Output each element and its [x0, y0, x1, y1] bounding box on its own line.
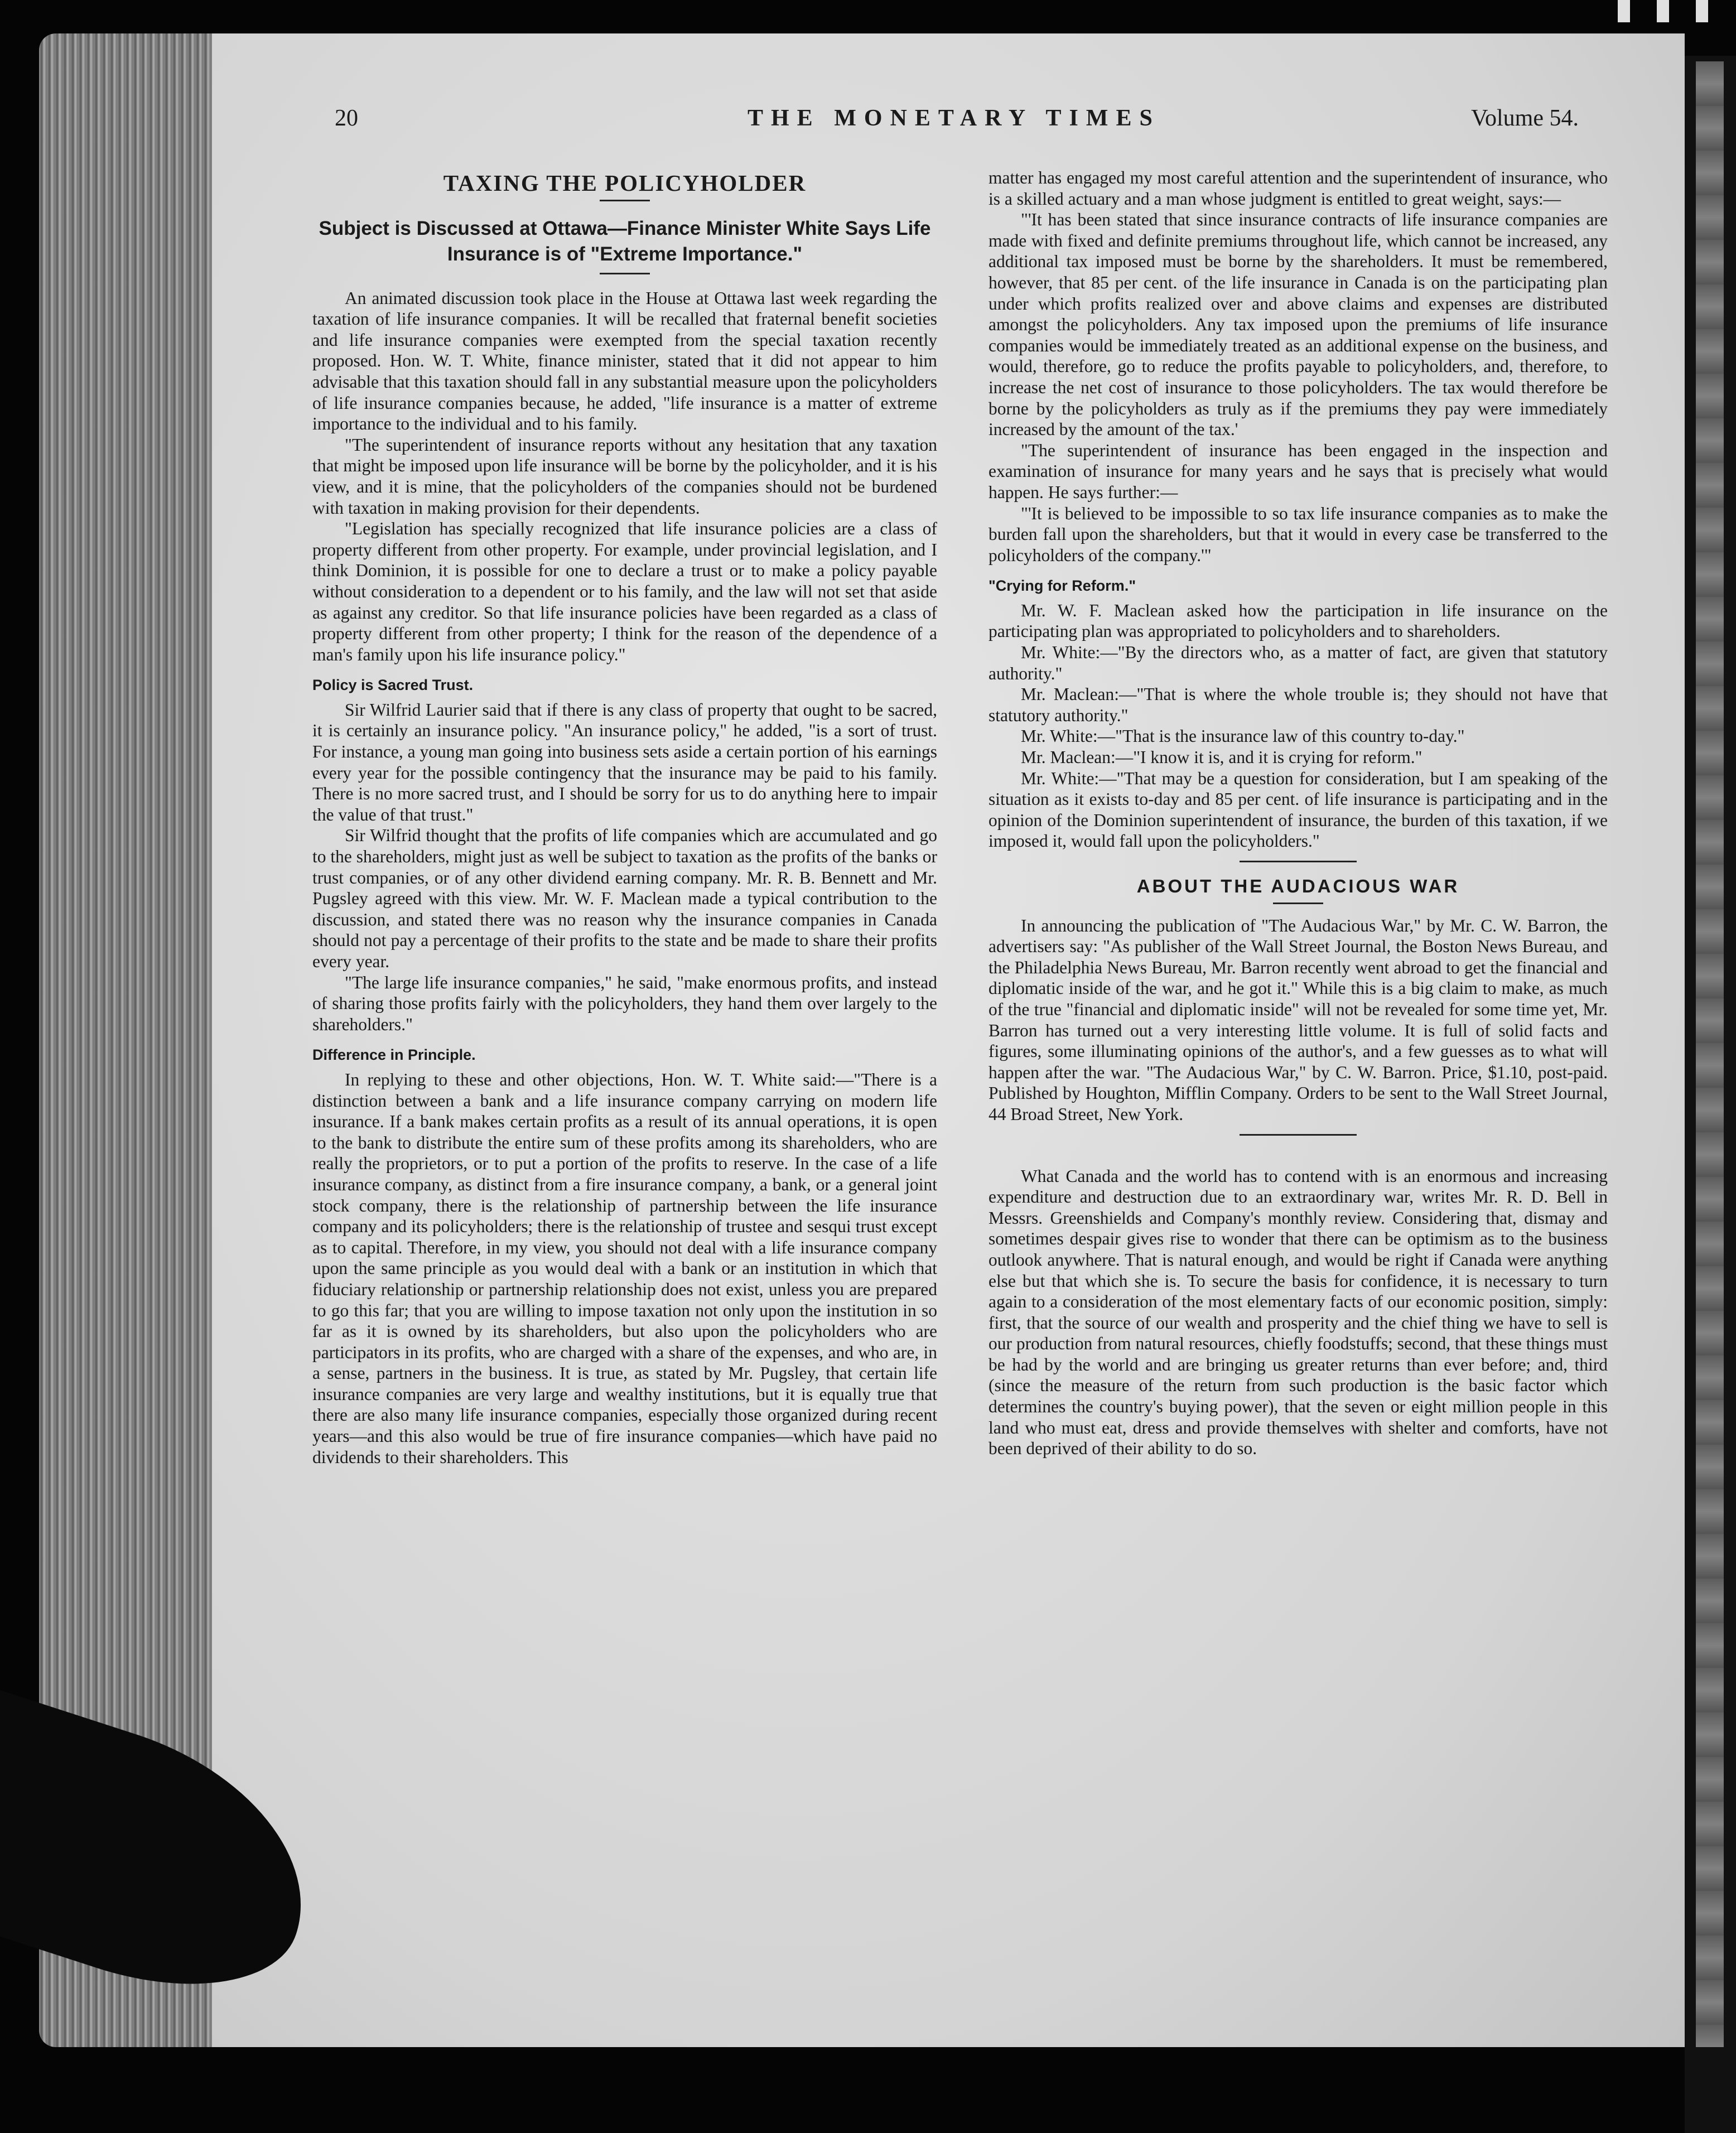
page-number: 20 — [335, 105, 358, 131]
body-paragraph: An animated discussion took place in the House at Ottawa last week regarding the taxation of life insurance companies. It will be recalled that fraternal benefit societies and life insurance companies were exempted from the special taxation recently proposed. Hon. W. T. White, finance minister, stated that it did not appear to him advisable that this taxation should fall in any substantial measure upon the policyholders of life insurance companies because, he added, "life insurance is a matter of extreme importance to the individual and to his family. — [312, 288, 937, 434]
section-heading: Difference in Principle. — [312, 1046, 476, 1064]
body-paragraph: Mr. Maclean:—"That is where the whole trouble is; they should not have that statutory authority." — [988, 684, 1608, 725]
body-paragraph: "The superintendent of insurance reports without any hesitation that any taxation that might be imposed upon life insurance will be borne by the policyholder, and it is his view, and it is mine, that the policyholders of the companies should not be burdened with taxation in making provision for their dependents. — [312, 435, 937, 518]
right-page-edge — [1696, 61, 1724, 2047]
article-title: TAXING THE POLICYHOLDER — [443, 170, 807, 196]
left-column — [312, 167, 937, 1468]
article2-title: ABOUT THE AUDACIOUS WAR — [1136, 876, 1460, 896]
article-separator — [1240, 861, 1357, 862]
body-paragraph: In replying to these and other objections, Hon. W. T. White said:—"There is a distinction between a bank and a life insurance company carrying on modern life insurance. If a bank makes certain profits as a result of its annual operations, it is open to the bank to distribute the entire sum of these profits among its shareholders, who are really the proprietors, or to put a portion of the profits to reserve. In the case of a life insurance company, as distinct from a fire insurance company, a bank, or a general joint stock company, there is the relationship of partnership between the life insurance company and its policyholders; there is the relationship of trustee and sesqui trust except as to capital. Therefore, in my view, you should not deal with a life insurance company upon the same principle as you would deal with a bank or an institution in which that fiduciary relationship or partnership relationship does not exist, unless you are prepared to go this far; that you are willing to impose taxation not only upon the institution in so far as it is owned by its shareholders, but also upon the policyholders who are participators in its profits, who are charged with a share of the expenses, and who are, in a sense, partners in the business. It is true, as stated by Mr. Pugsley, that certain life insurance companies are very large and wealthy institutions, but it is equally true that there are also many life insurance companies, especially those organized during recent years—and this also would be true of fire insurance companies—which have paid no dividends to their shareholders. This — [312, 1069, 937, 1467]
title-rule — [600, 200, 650, 201]
body-paragraph: Sir Wilfrid Laurier said that if there is any class of property that ought to be sacred, it is certainly an insurance policy. "An insurance policy," he added, "is a sort of trust. For instance, a young man going into business sets aside a certain portion of his earnings every year for the possible contingency that the insurance may be paid to his family. There is no more sacred trust, and I should be sorry for us to do anything here to impair the value of that trust." — [312, 699, 937, 824]
section-heading: "Crying for Reform." — [988, 577, 1136, 595]
volume-label: Volume 54. — [1471, 105, 1579, 131]
body-paragraph: matter has engaged my most careful attention and the superintendent of insurance, who is a skilled actuary and a man whose judgment is entitled to great weight, says:— — [988, 168, 1608, 209]
body-paragraph: "'It has been stated that since insurance contracts of life insurance companies are made with fixed and definite premiums throughout life, which cannot be increased, any additional tax imposed must be borne by the shareholders. It must be remembered, however, that 85 per cent. of the life insurance in Canada is on the participating plan under which profits realized over and above claims and expenses are distributed amongst the policyholders. Any tax imposed upon the premiums of life insurance companies would be immediately treated as an additional expense on the business, and would, therefore, go to reduce the profits payable to policyholders, and, therefore, to increase the net cost of insurance to those policyholders. The tax would therefore be borne by the policyholders as truly as if the premiums they pay were immediately increased by the amount of the tax.' — [988, 210, 1608, 440]
body-paragraph: Mr. White:—"That is the insurance law of this country to-day." — [1021, 726, 1465, 746]
body-paragraph: "The superintendent of insurance has been engaged in the inspection and examination of insurance for many years and he says that is precisely what would happen. He says further:— — [988, 440, 1608, 502]
title-rule — [1273, 903, 1323, 904]
body-paragraph: In announcing the publication of "The Audacious War," by Mr. C. W. Barron, the advertisers say: "As publisher of the Wall Street Journal, the Boston News Bureau, and the Philadelphia News Bureau, Mr. Barron recently went abroad to get the financial and diplomatic inside of the war, and he got it." While this is a big claim to make, as much of the true "financial and diplomatic inside" will not be revealed for some time yet, Mr. Barron has turned out a very interesting little volume. It is full of solid facts and figures, some illuminating opinions of the author's, and a few guesses as to what will happen after the war. "The Audacious War," by C. W. Barron. Price, $1.10, post-paid. Published by Houghton, Mifflin Company. Orders to be sent to the Wall Street Journal, 44 Broad Street, New York. — [988, 915, 1608, 1124]
body-paragraph: What Canada and the world has to contend with is an enormous and increasing expenditure and destruction due to an extraordinary war, writes Mr. R. D. Bell in Messrs. Greenshields and Company's monthly review. Considering that, dismay and sometimes despair gives rise to wonder that there can be optimism as to the business outlook anywhere. That is natural enough, and would be right if Canada were anything else but that which she is. To secure the basis for confidence, it is necessary to turn again to a consideration of the most elementary facts of our economic position, simply: first, that the source of our wealth and prosperity and the chief thing we have to sell is our production from natural resources, chiefly foodstuffs; second, that these things must be had by the world and are bringing us greater returns than ever before; and, third (since the measure of the return from such production is the basic factor which determines the country's buying power), that the seven or eight million people in this land who must eat, dress and provide themselves with shelter and comforts, have not been deprived of their ability to do so. — [988, 1166, 1608, 1459]
body-paragraph: Mr. W. F. Maclean asked how the participation in life insurance on the participating plan was appropriated to policyholders and to shareholders. — [988, 600, 1608, 641]
body-paragraph: "Legislation has specially recognized that life insurance policies are a class of property different from other property. For example, under provincial legislation, and I think Dominion, it is possible for one to declare a trust or to make a policy payable without consideration to a dependent or to his family, and the law will not set that aside as against any creditor. So that life insurance policies have been regarded as a class of property different from other property; I think for the reason of the dependence of a man's family upon his life insurance policy." — [312, 519, 937, 664]
article-separator — [1240, 1134, 1357, 1136]
page-header — [335, 105, 1579, 138]
body-paragraph: "'It is believed to be impossible to so tax life insurance companies as to make the burden fall upon the shareholders, but that it would in every case be transferred to the policyholders of the company.'" — [988, 503, 1608, 565]
body-paragraph: "The large life insurance companies," he said, "make enormous profits, and instead of sharing those profits fairly with the policyholders, they hand them over largely to the shareholders." — [312, 972, 937, 1034]
section-heading: Policy is Sacred Trust. — [312, 677, 474, 694]
publication-title: THE MONETARY TIMES — [748, 105, 1160, 131]
body-paragraph: Sir Wilfrid thought that the profits of life companies which are accumulated and go to the shareholders, might just as well be subject to taxation as the profits of the banks or trust companies, or of any other dividend earning company. Mr. R. B. Bennett and Mr. Pugsley agreed with this view. Mr. W. F. Maclean made a typical contribution to the discussion, and stated there was no reason why the insurance companies in Canada should not pay a percentage of their profits to the state and be made to share their profits every year. — [312, 826, 937, 971]
scan-registration-marks — [1607, 0, 1718, 22]
body-paragraph: Mr. Maclean:—"I know it is, and it is crying for reform." — [1021, 747, 1422, 768]
subtitle-rule — [600, 273, 650, 274]
right-column — [988, 167, 1608, 1459]
body-paragraph: Mr. White:—"By the directors who, as a matter of fact, are given that statutory authority." — [988, 643, 1608, 683]
body-paragraph: Mr. White:—"That may be a question for consideration, but I am speaking of the situation as it exists to-day and 85 per cent. of life insurance is participating and in the opinion of the Dominion superintendent of insurance, the burden of this taxation, if we imposed it, would fall upon the policyholders." — [988, 768, 1608, 851]
article-subtitle: Subject is Discussed at Ottawa—Finance Minister White Says Life Insurance is of "Extreme Importance." — [319, 217, 931, 265]
